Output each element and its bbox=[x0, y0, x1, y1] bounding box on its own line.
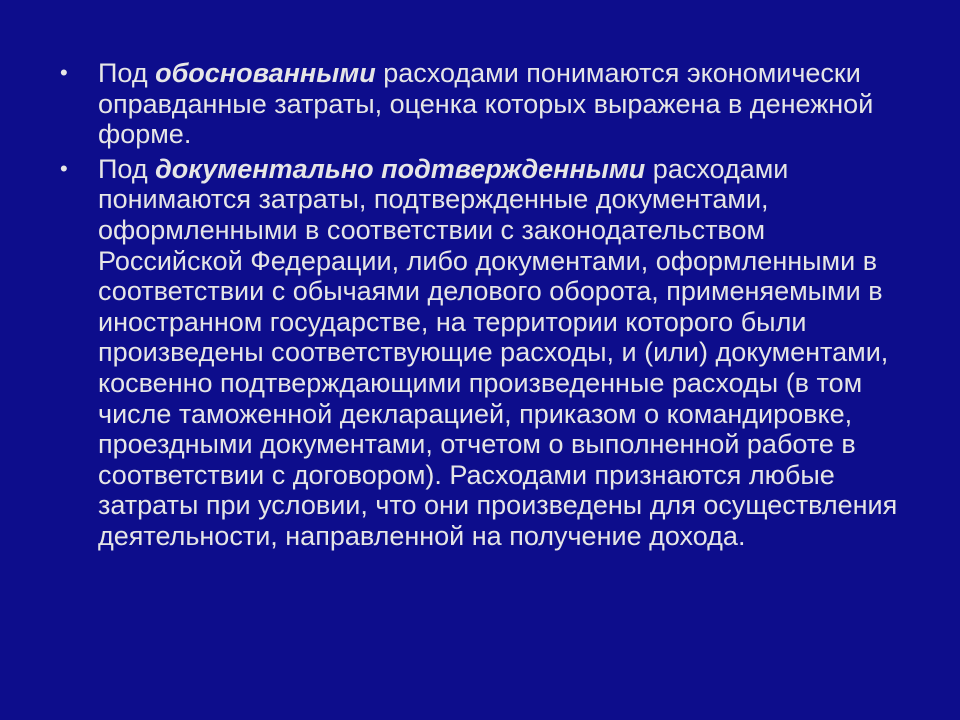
item-text-prefix: Под bbox=[98, 58, 156, 88]
item-text-prefix: Под bbox=[98, 153, 156, 184]
bullet-icon: • bbox=[60, 155, 68, 181]
bullet-icon: • bbox=[60, 60, 68, 85]
bullet-item-justified-expenses bbox=[60, 58, 900, 150]
item-text-body: расходами понимаются экономически оправданные затраты, оценка которых выражена в денежной форме. bbox=[98, 58, 874, 150]
item-emphasis: документально подтвержденными bbox=[155, 153, 646, 184]
bullet-item-documented-expenses bbox=[60, 154, 900, 552]
item-text-body: расходами понимаются затраты, подтвержденные документами, оформленными в соответствии с законодательством Российской Федерации, либо документами, оформленными в соответствии с обычаями делового оборота, применяемыми в иностранном государстве, на территории которого были произведены соответствующие расходы, и (или) документами, косвенно подтверждающими произведенные расходы (в том числе таможенной декларацией, приказом о командировке, проездными документами, отчетом о выполненной работе в соответствии с договором). Расходами признаются любые затраты при условии, что они произведены для осуществления деятельности, направленной на получение дохода. bbox=[98, 153, 898, 551]
item-emphasis: обоснованными bbox=[155, 58, 376, 88]
